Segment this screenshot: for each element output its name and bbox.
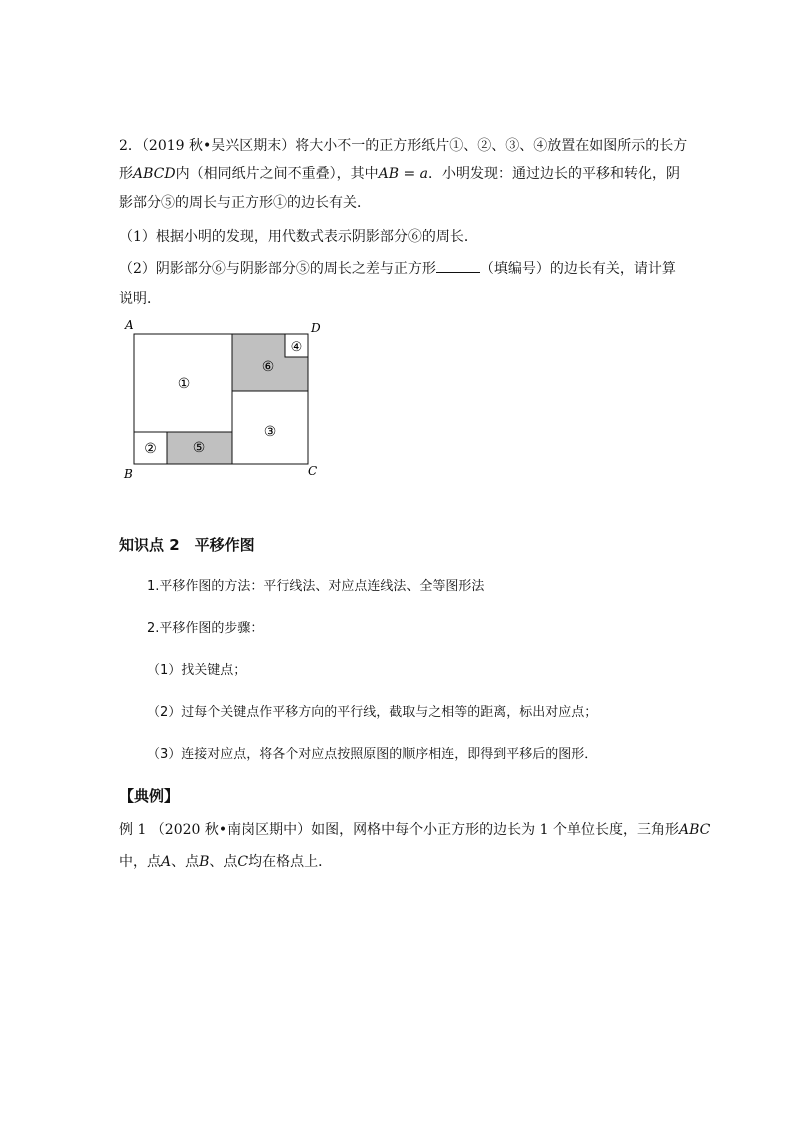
knowledge-step-1: （1）找关键点； bbox=[147, 663, 247, 678]
example-line1-text: 例 1 （2020 秋•南岗区期中）如图，网格中每个小正方形的边长为 1 个单位长度，三角形 bbox=[119, 822, 679, 838]
problem2-line3: 影部分⑤的周长与正方形①的边长有关． bbox=[119, 195, 371, 211]
knowledge-p1: 1.平移作图的方法：平行线法、对应点连线法、全等图形法 bbox=[147, 579, 485, 594]
point-a-label: A bbox=[161, 854, 172, 870]
example-heading: 【典例】 bbox=[119, 787, 180, 805]
question-2-pre: （2）阴影部分⑥与阴影部分⑤的周长之差与正方形 bbox=[119, 261, 436, 277]
square-1-label: ① bbox=[177, 376, 191, 392]
shaded-6-label: ⑥ bbox=[261, 359, 275, 375]
corner-c-label: C bbox=[308, 464, 318, 478]
shaded-5-label: ⑤ bbox=[192, 440, 206, 456]
problem2-line1 bbox=[119, 136, 687, 156]
question-1: （1）根据小明的发现，用代数式表示阴影部分⑥的周长． bbox=[119, 229, 478, 245]
square-4-label: ④ bbox=[290, 340, 303, 355]
square-3-label: ③ bbox=[263, 424, 277, 440]
problem2-line2-post: ．小明发现：通过边长的平移和转化，阴 bbox=[428, 166, 680, 182]
knowledge-step-3: （3）连接对应点，将各个对应点按照原图的顺序相连，即得到平移后的图形． bbox=[147, 747, 598, 762]
knowledge-heading: 知识点 2 平移作图 bbox=[119, 536, 255, 554]
square-2-label: ② bbox=[144, 441, 157, 457]
example-line2-pre: 中，点 bbox=[119, 854, 161, 870]
corner-a-label: A bbox=[125, 318, 134, 332]
example-line2-post: 均在格点上． bbox=[248, 854, 333, 870]
point-c-label: C bbox=[237, 854, 249, 870]
corner-b-label: B bbox=[124, 467, 133, 481]
knowledge-step-2: （2）过每个关键点作平移方向的平行线，截取与之相等的距离，标出对应点； bbox=[147, 705, 598, 720]
answer-blank[interactable] bbox=[436, 258, 480, 273]
example-sep-1: 、点 bbox=[171, 854, 200, 870]
squares-figure bbox=[115, 315, 330, 485]
question-2-post: （填编号）的边长有关，请计算 bbox=[479, 261, 676, 277]
example-line1 bbox=[119, 820, 710, 840]
problem-number: 2 bbox=[119, 138, 128, 154]
problem2-line1-text: ．（2019 秋•吴兴区期末）将大小不一的正方形纸片①、②、③、④放置在如图所示的长方 bbox=[127, 138, 688, 154]
example-sep-2: 、点 bbox=[209, 854, 238, 870]
point-b-label: B bbox=[199, 854, 210, 870]
question-2-end: 说明． bbox=[119, 291, 161, 307]
ab-equation: AB = a bbox=[378, 166, 428, 182]
corner-d-label: D bbox=[311, 321, 321, 335]
rect-abcd-label: ABCD bbox=[133, 166, 176, 182]
knowledge-p2: 2.平移作图的步骤： bbox=[147, 621, 264, 636]
example-line2 bbox=[119, 852, 332, 872]
triangle-abc-label: ABC bbox=[678, 822, 711, 838]
question-2 bbox=[119, 258, 676, 279]
problem2-line2 bbox=[119, 164, 680, 184]
problem2-line2-mid: 内（相同纸片之间不重叠），其中 bbox=[175, 166, 379, 182]
problem2-line2-pre: 形 bbox=[119, 166, 133, 182]
